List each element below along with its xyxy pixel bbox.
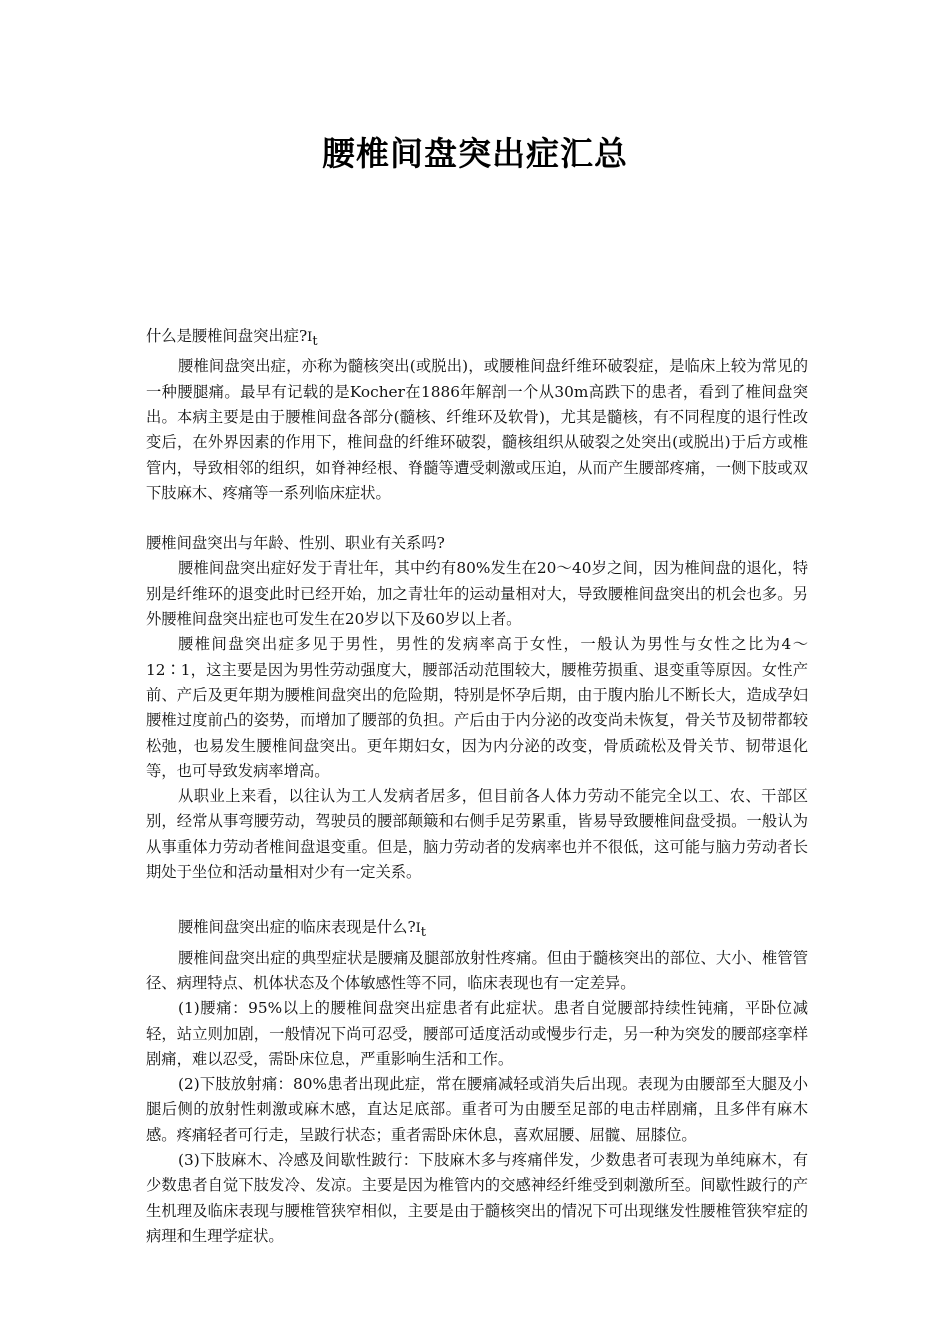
section-heading xyxy=(146,915,808,945)
page-title: 腰椎间盘突出症汇总 xyxy=(322,134,628,173)
paragraph: (3)下肢麻木、冷感及间歇性跛行：下肢麻木多与疼痛伴发，少数患者可表现为单纯麻木，有少数患者自觉下肢发冷、发凉。主要是因为椎管内的交感神经纤维受到刺激所至。间歇性跛行的产生机理及临床表现与腰椎管狭窄相似，主要是由于髓核突出的情况下可出现继发性腰椎管狭窄症的病理和生理学症状。 xyxy=(146,1151,808,1245)
heading-mark: I xyxy=(307,330,313,345)
spacer xyxy=(146,506,808,531)
section-heading-text: 什么是腰椎间盘突出症? xyxy=(146,327,308,345)
paragraph: 腰椎间盘突出症，亦称为髓核突出(或脱出)，或腰椎间盘纤维环破裂症，是临床上较为常见的一种腰腿痛。最早有记载的是Kocher在1886年解剖一个从30m高跌下的患者，看到了椎间盘突出。本病主要是由于腰椎间盘各部分(髓核、纤维环及软骨)，尤其是髓核，有不同程度的退行性改变后，在外界因素的作用下，椎间盘的纤维环破裂，髓核组织从破裂之处突出(或脱出)于后方或椎管内，导致相邻的组织，如脊神经根、脊髓等遭受刺激或压迫，从而产生腰部疼痛，一侧下肢或双下肢麻木、疼痛等一系列临床症状。 xyxy=(146,357,808,502)
paragraph: 腰椎间盘突出症好发于青壮年，其中约有80%发生在20～40岁之间，因为椎间盘的退化，特别是纤维环的退变此时已经开始，加之青壮年的运动量相对大，导致腰椎间盘突出的机会也多。另外腰椎间盘突出症也可发生在20岁以下及60岁以上者。 xyxy=(146,559,808,629)
section-heading: 腰椎间盘突出与年龄、性别、职业有关系吗? xyxy=(146,534,445,553)
heading-mark-sub: t xyxy=(312,334,318,350)
paragraph: 腰椎间盘突出症多见于男性，男性的发病率高于女性，一般认为男性与女性之比为4～12∶1，这主要是因为男性劳动强度大，腰部活动范围较大，腰椎劳损重、退变重等原因。女性产前、产后及更年期为腰椎间盘突出的危险期，特别是怀孕后期，由于腹内胎儿不断长大，造成孕妇腰椎过度前凸的姿势，而增加了腰部的负担。产后由于内分泌的改变尚未恢复，骨关节及韧带都较松弛，也易发生腰椎间盘突出。更年期妇女，因为内分泌的改变，骨质疏松及骨关节、韧带退化等，也可导致发病率增高。 xyxy=(146,635,808,780)
paragraph: 从职业上来看，以往认为工人发病者居多，但目前各人体力劳动不能完全以工、农、干部区别，经常从事弯腰劳动，驾驶员的腰部颠簸和右侧手足劳累重，皆易导致腰椎间盘受损。一般认为从事重体力劳动者椎间盘退变重。但是，脑力劳动者的发病率也并不很低，这可能与脑力劳动者长期处于坐位和活动量相对少有一定关系。 xyxy=(146,787,808,881)
document-body xyxy=(146,324,808,1249)
section-heading-text: 腰椎间盘突出症的临床表现是什么? xyxy=(178,918,416,937)
spacer xyxy=(146,885,808,915)
paragraph: 腰椎间盘突出症的典型症状是腰痛及腿部放射性疼痛。但由于髓核突出的部位、大小、椎管管径、病理特点、机体状态及个体敏感性等不同，临床表现也有一定差异。 xyxy=(146,948,808,992)
heading-mark-sub: t xyxy=(420,925,427,941)
paragraph: (2)下肢放射痛：80%患者出现此症，常在腰痛减轻或消失后出现。表现为由腰部至大腿及小腿后侧的放射性刺激或麻木感，直达足底部。重者可为由腰至足部的电击样剧痛，且多伴有麻木感。疼痛轻者可行走，呈跛行状态；重者需卧床休息，喜欢屈腰、屈髋、屈膝位。 xyxy=(146,1075,808,1144)
paragraph: (1)腰痛：95%以上的腰椎间盘突出症患者有此症状。患者自觉腰部持续性钝痛，平卧位减轻，站立则加剧，一般情况下尚可忍受，腰部可适度活动或慢步行走，另一种为突发的腰部痉挛样剧痛，难以忍受，需卧床位息，严重影响生活和工作。 xyxy=(146,999,808,1068)
heading-mark: I xyxy=(415,921,421,937)
section-heading xyxy=(146,324,808,354)
